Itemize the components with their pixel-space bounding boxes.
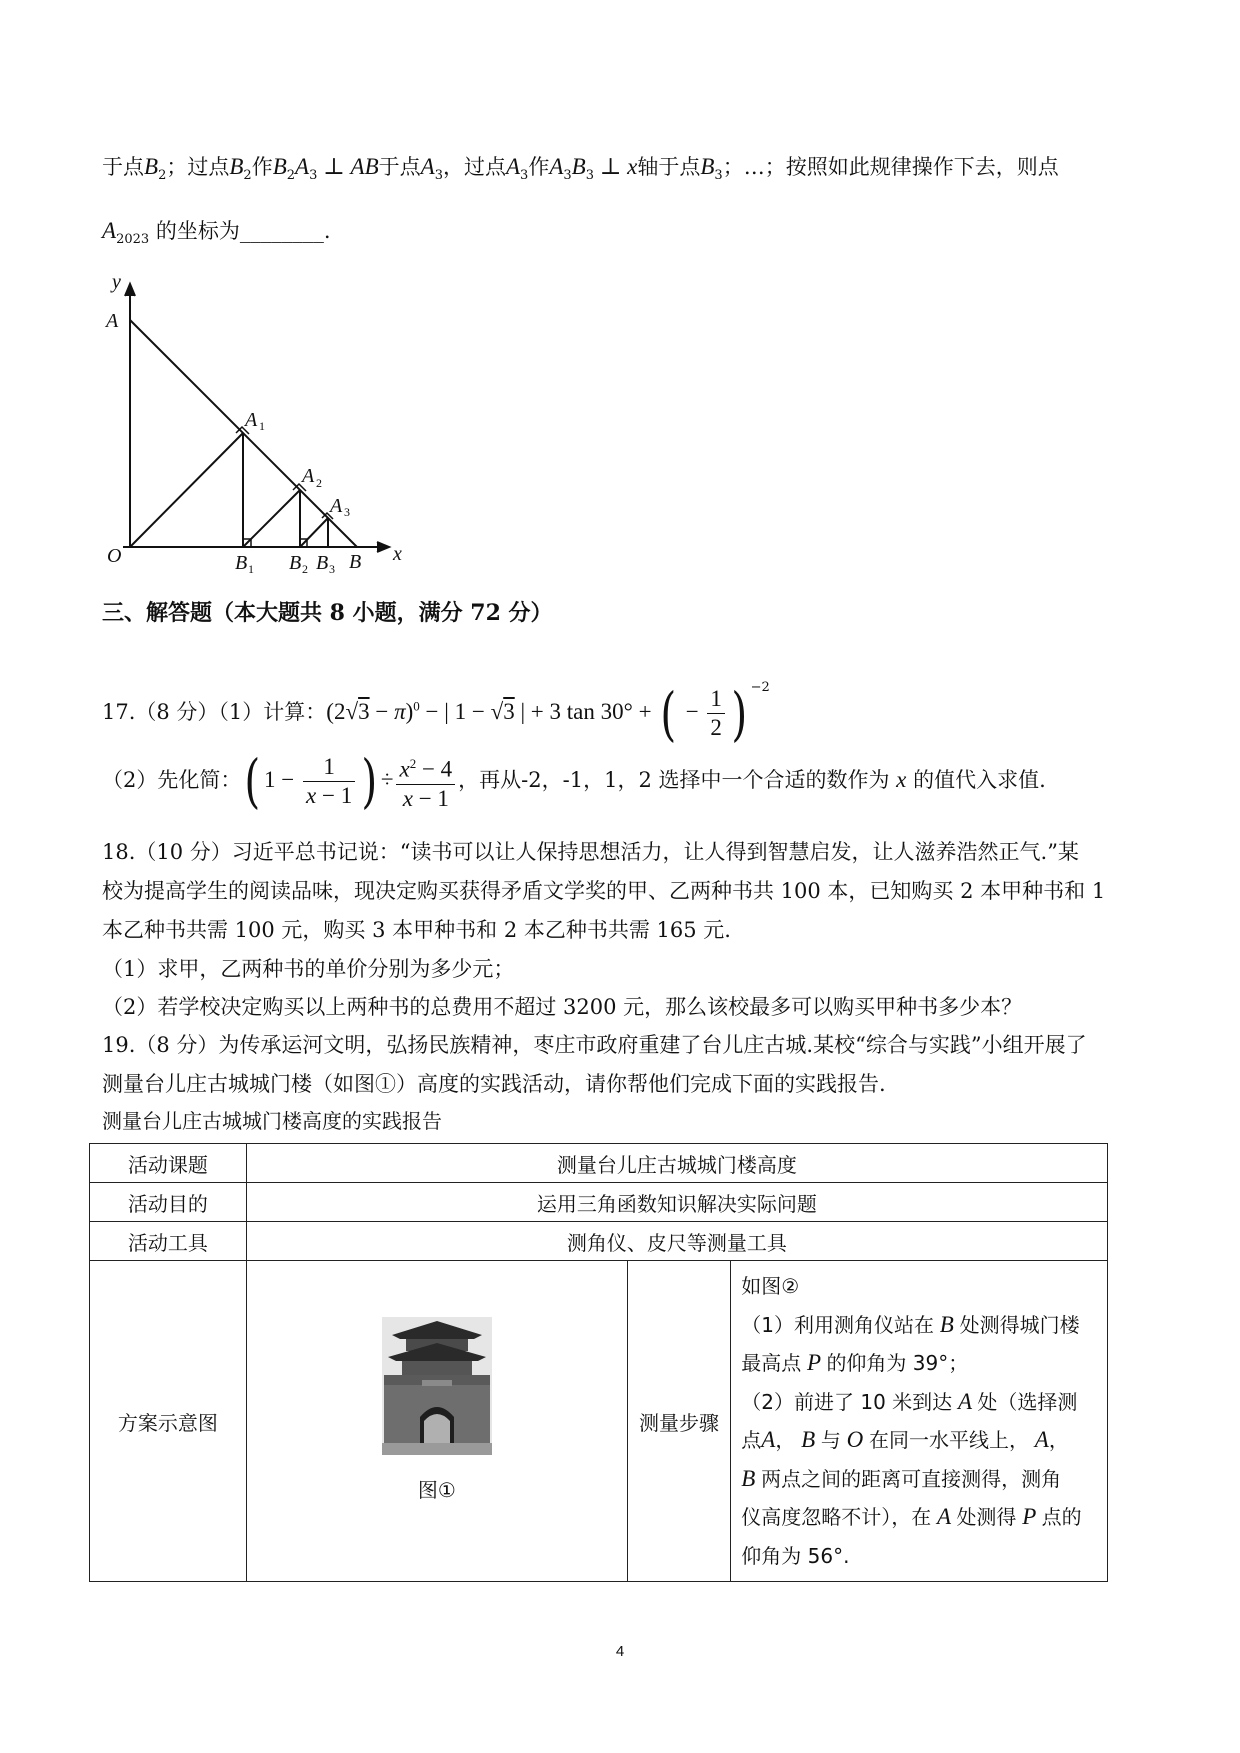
row-value-tools: 测角仪、皮尺等测量工具 <box>246 1222 1107 1261</box>
report-table <box>89 1143 1108 1582</box>
q19-line1: 19.（8 分）为传承运河文明，弘扬民族精神，枣庄市政府重建了台儿庄古城.某校“综合与实践”小组开展了 <box>102 1033 1087 1057</box>
label-B3: B <box>316 552 329 574</box>
steps-content: 如图② （1）利用测角仪站在 B 处测得城门楼 最高点 P 的仰角为 39°； （2）前进了 10 米到达 A 处（选择测 点A， B 与 O 在同一水平线上， A， B 两点之间的距离可直接测得，测角 仪高度忽略不计），在 A 处测得 P 点的 仰角为 56°. <box>731 1261 1108 1582</box>
label-O: O <box>107 545 122 567</box>
label-B1: B <box>235 552 248 574</box>
q18-line1: 18.（10 分）习近平总书记说：“读书可以让人保持思想活力，让人得到智慧启发，让人滋养浩然正气.”某 <box>102 840 1079 864</box>
label-A: A <box>106 310 119 332</box>
row-label-tools: 活动工具 <box>90 1222 247 1261</box>
svg-text:2: 2 <box>302 562 308 576</box>
label-x: x <box>393 543 402 565</box>
steps-label: 测量步骤 <box>627 1261 731 1582</box>
q17-part1: 17.（8 分）（1）计算：$(2√3 - \pi)^0$ − | 1 − √3 | + 3 tan 30° + ( − $\frac{1}{2}$ ) $^{-2}$ <box>102 679 770 748</box>
q18-line2: 校为提高学生的阅读品味，现决定购买获得矛盾文学奖的甲、乙两种书共 100 本，已知购买 2 本甲种书和 1 <box>102 879 1106 903</box>
q19-line2: 测量台儿庄古城城门楼（如图①）高度的实践活动，请你帮他们完成下面的实践报告. <box>102 1072 886 1096</box>
svg-text:1: 1 <box>259 419 265 433</box>
svg-text:2: 2 <box>316 476 322 490</box>
svg-text:3: 3 <box>329 562 335 576</box>
svg-text:1: 1 <box>248 562 254 576</box>
label-B2: B <box>289 552 302 574</box>
scheme-figure-cell <box>246 1261 627 1582</box>
label-A1: A <box>245 409 258 431</box>
intro-line-1: 于点$B_2$；过点$B_2$作$B_2A_3$ ⊥ AB于点$A_3$，过点$A_3$作$A_3B_3$ ⊥ x轴于点$B_3$；…；按照如此规律操作下去，则点 <box>102 154 1059 184</box>
geometry-figure <box>95 270 425 580</box>
row-label-topic: 活动课题 <box>90 1144 247 1183</box>
intro-line-2: $A_{2023}$ 的坐标为________. <box>102 218 331 248</box>
label-A2: A <box>302 465 315 487</box>
q17-part2: （2）先化简：( 1 − $\frac{1}{x - 1}$ ) ÷ $\frac{x^2 - 4}{x - 1}$ ，再从-2，-1，1，2 选择中一个合适的数作为 x 的值代入求值. <box>102 747 1046 816</box>
q18-line5: （2）若学校决定购买以上两种书的总费用不超过 3200 元，那么该校最多可以购买甲种书多少本？ <box>102 995 1023 1019</box>
q18-line4: （1）求甲，乙两种书的单价分别为多少元； <box>102 957 515 981</box>
row-value-purpose: 运用三角函数知识解决实际问题 <box>246 1183 1107 1222</box>
city-gate-photo <box>382 1317 492 1455</box>
figure-caption: 图① <box>417 1478 456 1502</box>
label-y: y <box>112 271 121 293</box>
label-A3: A <box>330 495 343 517</box>
row-label-purpose: 活动目的 <box>90 1183 247 1222</box>
svg-text:3: 3 <box>344 505 350 519</box>
report-title: 测量台儿庄古城城门楼高度的实践报告 <box>102 1109 442 1133</box>
row-label-scheme: 方案示意图 <box>90 1261 247 1582</box>
q18-line3: 本乙种书共需 100 元，购买 3 本甲种书和 2 本乙种书共需 165 元. <box>102 918 731 942</box>
page-number: 4 <box>615 1643 625 1660</box>
label-B: B <box>349 551 362 573</box>
row-value-topic: 测量台儿庄古城城门楼高度 <box>246 1144 1107 1183</box>
section-heading: 三、解答题（本大题共 8 小题，满分 72 分） <box>102 600 553 626</box>
